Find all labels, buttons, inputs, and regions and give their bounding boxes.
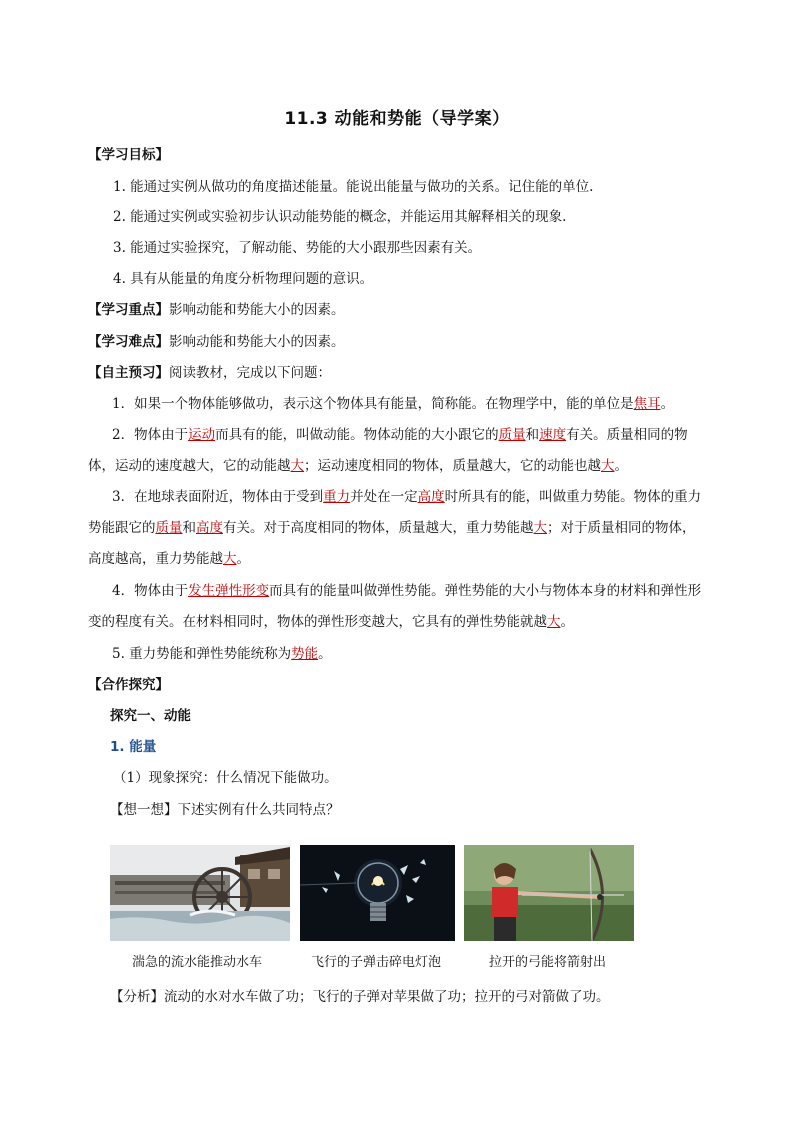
answer-blank: 质量	[155, 520, 183, 536]
difficulty-label: 【学习难点】	[88, 334, 169, 350]
answer-blank: 大	[223, 551, 237, 567]
answer-blank: 焦耳	[633, 396, 661, 412]
answer-blank: 高度	[196, 520, 223, 536]
explore-one-heading: 探究一、动能	[110, 708, 191, 724]
goals-heading: 【学习目标】	[88, 147, 169, 163]
answer-blank: 速度	[539, 427, 567, 443]
key-point-label: 【学习重点】	[88, 302, 169, 318]
answer-blank: 运动	[188, 427, 216, 443]
caption-bulb: 飞行的子弹击碎电灯泡	[311, 955, 442, 970]
difficulty-text: 影响动能和势能大小的因素。	[169, 334, 345, 350]
preview-question-2: 2．物体由于运动而具有的能，叫做动能。物体动能的大小跟它的质量和速度有关。质量相同的物体，运动的速度越大，它的动能越大；运动速度相同的物体，质量越大，它的动能也越大。	[88, 427, 688, 474]
think-label: 【想一想】	[110, 802, 178, 818]
preview-question-1: 1．如果一个物体能够做功，表示这个物体具有能量，简称能。在物理学中，能的单位是焦耳。	[112, 396, 675, 412]
answer-blank: 大	[601, 458, 615, 474]
goal-item-1: 1. 能通过实例从做功的角度描述能量。能说出能量与做功的关系。记住能的单位.	[113, 179, 594, 195]
caption-archer: 拉开的弓能将箭射出	[489, 955, 607, 970]
answer-blank: 大	[547, 614, 561, 630]
goal-item-2: 2. 能通过实例或实验初步认识动能势能的概念，并能运用其解释相关的现象.	[113, 209, 567, 225]
cooperation-heading: 【合作探究】	[88, 677, 169, 693]
bulb-shatter-icon	[300, 845, 455, 941]
caption-waterwheel: 湍急的流水能推动水车	[132, 955, 263, 970]
key-point-text: 影响动能和势能大小的因素。	[169, 302, 345, 318]
preview-label: 【自主预习】	[88, 365, 169, 381]
preview	[88, 363, 331, 383]
answer-blank: 势能	[291, 646, 319, 662]
archer-icon	[464, 845, 634, 941]
goal-item-3: 3. 能通过实验探究，了解动能、势能的大小跟那些因素有关。	[113, 240, 482, 256]
archer-photo	[464, 845, 634, 941]
waterwheel-icon	[110, 845, 290, 941]
answer-blank: 发生弹性形变	[188, 583, 270, 599]
think-line	[110, 800, 340, 820]
page-title: 11.3 动能和势能（导学案）	[284, 109, 510, 129]
answer-blank: 高度	[417, 489, 445, 505]
answer-blank: 重力	[323, 489, 351, 505]
preview-text: 阅读教材，完成以下问题：	[169, 365, 331, 381]
answer-blank: 大	[533, 520, 547, 536]
analysis-line	[110, 987, 610, 1007]
answer-blank: 大	[290, 458, 304, 474]
answer-blank: 质量	[498, 427, 526, 443]
preview-question-4: 4．物体由于发生弹性形变而具有的能量叫做弹性势能。弹性势能的大小与物体本身的材料和弹性形变的程度有关。在材料相同时，物体的弹性形变越大，它具有的弹性势能就越大。	[88, 583, 702, 630]
key-point	[88, 300, 345, 320]
analysis-text: 流动的水对水车做了功；飞行的子弹对苹果做了功；拉开的弓对箭做了功。	[164, 989, 610, 1005]
preview-question-3: 3．在地球表面附近，物体由于受到重力并处在一定高度时所具有的能，叫做重力势能。物体的重力势能跟它的质量和高度有关。对于高度相同的物体，质量越大，重力势能越大；对于质量相同的物体，高度越高，重力势能越大。	[88, 489, 702, 567]
energy-subheading: 1. 能量	[110, 739, 157, 755]
goal-item-4: 4. 具有从能量的角度分析物理问题的意识。	[113, 271, 374, 287]
phenomenon-line: （1）现象探究：什么情况下能做功。	[113, 770, 338, 786]
bulb-shatter-photo	[300, 845, 455, 941]
analysis-label: 【分析】	[110, 989, 164, 1005]
preview-question-5: 5. 重力势能和弹性势能统称为势能。	[112, 646, 332, 662]
waterwheel-photo	[110, 845, 290, 941]
think-text: 下述实例有什么共同特点？	[177, 802, 340, 818]
difficulty	[88, 332, 345, 352]
